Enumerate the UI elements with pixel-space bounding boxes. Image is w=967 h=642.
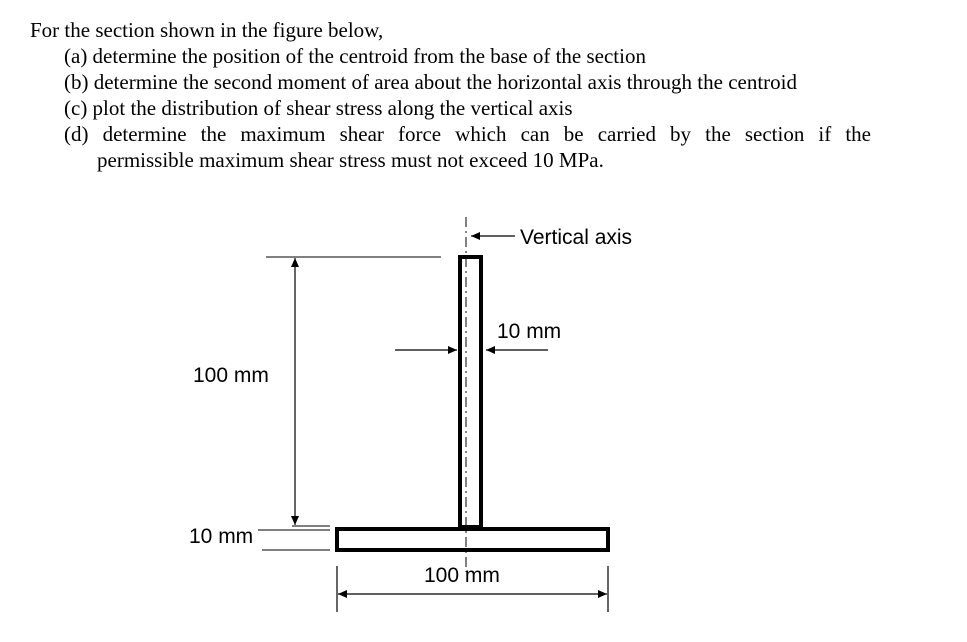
web-height-label: 100 mm bbox=[193, 364, 269, 387]
flange-width-label: 100 mm bbox=[424, 564, 500, 587]
problem-part-d: (d) determine the maximum shear force which can be carried by the section if the bbox=[64, 122, 871, 146]
problem-intro: For the section shown in the figure below, bbox=[30, 18, 384, 42]
t-section-flange bbox=[337, 529, 608, 550]
problem-part-b: (b) determine the second moment of area about the horizontal axis through the centroid bbox=[64, 70, 798, 94]
web-thickness-label: 10 mm bbox=[497, 320, 562, 343]
t-section-figure bbox=[0, 200, 967, 642]
t-section-web bbox=[460, 257, 481, 527]
flange-thickness-label: 10 mm bbox=[189, 525, 254, 548]
problem-part-d-continued: permissible maximum shear stress must not exceed 10 MPa. bbox=[97, 148, 604, 172]
problem-statement bbox=[0, 0, 967, 200]
t-section-diagram bbox=[0, 200, 967, 642]
problem-part-c: (c) plot the distribution of shear stress along the vertical axis bbox=[64, 96, 573, 120]
vertical-axis-label: Vertical axis bbox=[520, 226, 633, 249]
problem-part-a: (a) determine the position of the centroid from the base of the section bbox=[64, 44, 646, 68]
